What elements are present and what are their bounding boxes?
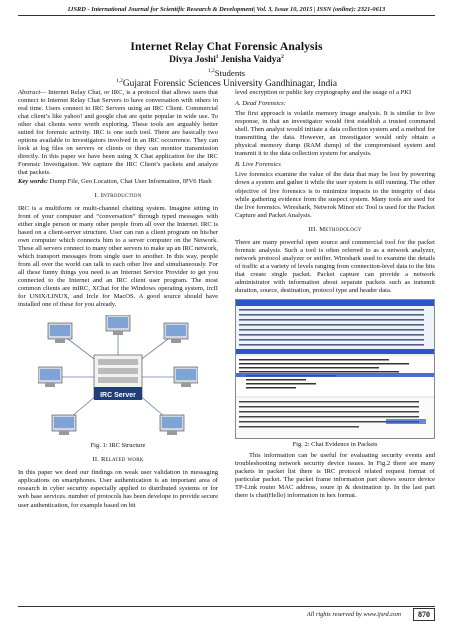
paper-authors [20,55,433,65]
subsection-dead-forensics: A. Dead Forensics: [235,100,286,108]
abstract-text: Internet Relay Chat, or IRC, is a protocol that allows users that connect to Internet Relay Chat Servers to have conversation with others in real time. Users connect to IRC Servers using an IRC Client. Commercial chat client’s like yahoo! and google chat are quite popular in wide use. To other chat clients were worth exploring. These tools are arguably better suited for forensic activity. IRC is one such tool. There are basically two options available to investigators involved in an IRC occurrence. They can look at log files on servers or clients or they can monitor transmission directly. In this paper we have been using X Chat application for the IRC Forensic Investigation. We capture the IRC Client’s packets and analyze that packets. [18,89,218,177]
author-1: Divya Joshi [169,55,216,65]
abstract-label: Abstract— [18,89,47,96]
page-number: 870 [413,608,435,621]
figure-2-discussion: This information can be useful for evaluating security events and troubleshooting network security device issues. In Fig.2 there are many packets in packet list there is IRC protocol related request format of particular packet. The packet frame information part shows source device TP-Link router MAC address, soure ip & destination ip. In the last part there is chat(Hello) information in hex format. [235,452,435,500]
affil-sup: 1,2 [115,77,123,84]
abstract [18,89,218,178]
packet-capture-screenshot [236,300,434,438]
figure-2-caption: Fig. 2: Chat Evidence in Packets [292,441,378,449]
intro-num: I. [94,191,101,199]
author-affiliation [20,79,433,89]
introduction-text: IRC is a multiform or multi-channel chatting system. Imagine sitting in front of your computer and “conversation” through typed messages with either single person or many other people from all over the Internet. IRC is based on a client-server structure. User can run a client program on his/her own computer which connects him to a server computer on the Network. These all servers connect to many other servers to make up an IRC network, which transport messages from single user to another. In this way, people from all over the world can talk to each other live and simultaneously. For all these funny things you need is an Internet Service Provider to get you connected to the Internet and an IRC client user program. The most common clients are mIRC, XChat for the Windows operating system, ircII for UNIX/LINUX, and Ircle for MacOS. A good source should have installed one of these for you already. [18,204,218,309]
related-num: II. [92,456,101,464]
footer-rights: All rights reserved by www.ijsrd.com [306,611,401,618]
live-forensics-text: Live forensics examine the value of the data that may be lost by powering down a system and gather it while the user system is still running. The other objective of live forensics is to minimize impacts to the integrity of data while gathering evidence from the suspect system. Many tools are used for the live forensics. Wireshark, Netwrok Minor etc Tool is used for the Packet Capture and Packet Analysis. [235,171,435,219]
author-2: Jenisha Vaidya [218,55,282,65]
irc-structure-diagram [38,315,198,440]
paper-title: Internet Relay Chat Forensic Analysis [130,40,323,53]
related-work-continued: level encryption or public key cryptography and the usage of a PKI [235,89,412,96]
role-sup: 1,2 [207,68,215,75]
method-title: Methodology [319,225,362,233]
role-text: Students [214,68,246,78]
figure-1-caption: Fig. 1: IRC Structure [90,442,146,450]
author-role [20,68,433,78]
affil-text: Gujarat Forensic Sciences University Gandhinagar, India [122,79,338,89]
keywords-text: Dump File, Geo Location, Chat User Information, IPV6 Hash [48,177,212,185]
page-footer [18,606,435,624]
author-1-sup: 1 [215,53,219,60]
subsection-live-forensics: B. Live Forensics [235,161,281,169]
keywords-label: Key words: [18,177,49,185]
dead-forensics-text: The first approach is volatile memory image analysis. It is similar to live response, in that an investigator would first establish a trusted command shell. Then analyst would initiate a data collection system and a method for transmitting the data. However, an investigator would only obtain a physical memory dump (RAM dump) of the compromised system and transmit it to the data collection system for analysis. [235,110,435,158]
right-column [235,89,435,500]
method-num: III. [308,225,320,233]
methodology-text: There are many powerful open source and commercial tool for the packet forensic analysis. Such a tool is often referred to as a network analyzer, network protocol analyzer or sniffer. Wireshark used to examine the details of traffic at a variety of levels ranging from connection-level data to the bits that create single packet. Packet capture can provide a network administrator with information about separate packets such as transmit duration, source, destination, protocol type and header data. [235,238,435,295]
section-heading-related-work [18,456,218,464]
journal-header: IJSRD - International Journal for Scientific Research & Development| Vol. 3, Issue 10, 2015 | ISSN (online): 2321-0613 [18,6,435,16]
irc-server-label: IRC Server [100,392,136,400]
irc-structure-figure [38,315,198,440]
packet-capture-figure [235,299,435,439]
related-work-text: In this paper we deed our findings on weak user validation in messaging applications on smartphones. User authentication is an important area of research in cyber security especially applied to distributed systems or for web base services. number of protocols has been develope to provide secure user authentication, for example based on bit [18,469,218,509]
section-heading-introduction [18,192,218,200]
author-2-sup: 2 [281,53,284,60]
keywords [18,178,218,186]
intro-title: Introduction [100,191,142,199]
section-heading-methodology [235,226,435,234]
related-title: Related work [100,456,144,464]
left-column [18,89,218,510]
